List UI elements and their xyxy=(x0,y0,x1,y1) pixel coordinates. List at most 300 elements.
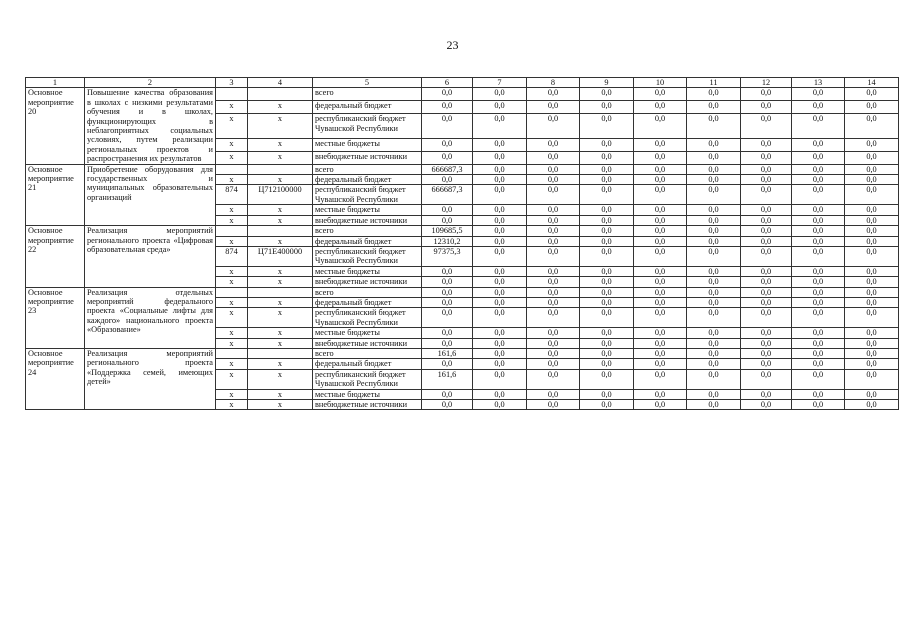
amount-cell: 0,0 xyxy=(580,369,634,389)
amount-cell: 0,0 xyxy=(741,151,792,164)
amount-cell: 0,0 xyxy=(845,215,899,225)
amount-cell: 0,0 xyxy=(845,185,899,205)
amount-cell: 0,0 xyxy=(741,164,792,174)
target-article-cell xyxy=(248,348,313,358)
amount-cell: 0,0 xyxy=(634,297,687,307)
budget-code-cell: x xyxy=(216,338,248,348)
amount-cell: 0,0 xyxy=(741,226,792,236)
funding-source-cell: внебюджетные источники xyxy=(313,151,422,164)
amount-cell: 0,0 xyxy=(792,185,845,205)
amount-cell: 0,0 xyxy=(741,138,792,151)
amount-cell: 0,0 xyxy=(792,88,845,101)
target-article-cell: Ц712100000 xyxy=(248,185,313,205)
amount-cell: 0,0 xyxy=(634,236,687,246)
amount-cell: 0,0 xyxy=(792,328,845,338)
funding-source-cell: федеральный бюджет xyxy=(313,101,422,114)
amount-cell: 0,0 xyxy=(741,114,792,139)
amount-cell: 0,0 xyxy=(845,389,899,399)
amount-cell: 0,0 xyxy=(687,297,741,307)
amount-cell: 0,0 xyxy=(422,297,473,307)
amount-cell: 0,0 xyxy=(580,246,634,266)
target-article-cell: x xyxy=(248,328,313,338)
amount-cell: 0,0 xyxy=(580,266,634,276)
amount-cell: 0,0 xyxy=(741,287,792,297)
amount-cell: 0,0 xyxy=(473,338,527,348)
target-article-cell: x xyxy=(248,297,313,307)
funding-source-cell: федеральный бюджет xyxy=(313,175,422,185)
amount-cell: 0,0 xyxy=(687,338,741,348)
target-article-cell: x xyxy=(248,359,313,369)
amount-cell: 666687,3 xyxy=(422,164,473,174)
funding-source-cell: внебюджетные источники xyxy=(313,338,422,348)
amount-cell: 0,0 xyxy=(473,308,527,328)
amount-cell: 0,0 xyxy=(792,359,845,369)
budget-code-cell xyxy=(216,88,248,101)
event-name: Основное мероприятие 23 xyxy=(26,287,85,348)
amount-cell: 0,0 xyxy=(527,226,580,236)
amount-cell: 0,0 xyxy=(792,215,845,225)
amount-cell: 161,6 xyxy=(422,369,473,389)
target-article-cell xyxy=(248,88,313,101)
amount-cell: 0,0 xyxy=(792,114,845,139)
amount-cell: 0,0 xyxy=(422,205,473,215)
funding-source-cell: республиканский бюджет Чувашской Республики xyxy=(313,308,422,328)
amount-cell: 0,0 xyxy=(845,175,899,185)
amount-cell: 0,0 xyxy=(687,369,741,389)
amount-cell: 0,0 xyxy=(580,287,634,297)
event-description: Повышение качества образования в школах с низкими результатами обучения и в школах, функционирующих в неблагоприятных социальных условиях, путем реализации региональных проектов и распространения их результатов xyxy=(85,88,216,164)
amount-cell: 0,0 xyxy=(473,246,527,266)
amount-cell: 0,0 xyxy=(792,277,845,287)
column-header: 10 xyxy=(634,78,687,88)
amount-cell: 0,0 xyxy=(473,88,527,101)
amount-cell: 0,0 xyxy=(687,164,741,174)
amount-cell: 0,0 xyxy=(792,175,845,185)
table-row xyxy=(26,287,899,297)
column-header: 13 xyxy=(792,78,845,88)
amount-cell: 0,0 xyxy=(792,389,845,399)
target-article-cell: x xyxy=(248,175,313,185)
target-article-cell: x xyxy=(248,114,313,139)
column-header: 3 xyxy=(216,78,248,88)
amount-cell: 0,0 xyxy=(422,101,473,114)
column-header: 14 xyxy=(845,78,899,88)
amount-cell: 0,0 xyxy=(580,400,634,410)
amount-cell: 0,0 xyxy=(580,205,634,215)
funding-source-cell: республиканский бюджет Чувашской Республики xyxy=(313,114,422,139)
amount-cell: 0,0 xyxy=(741,277,792,287)
amount-cell: 0,0 xyxy=(422,215,473,225)
amount-cell: 0,0 xyxy=(527,101,580,114)
target-article-cell: x xyxy=(248,338,313,348)
amount-cell: 0,0 xyxy=(687,138,741,151)
funding-source-cell: местные бюджеты xyxy=(313,138,422,151)
amount-cell: 0,0 xyxy=(473,215,527,225)
amount-cell: 0,0 xyxy=(527,138,580,151)
column-header: 5 xyxy=(313,78,422,88)
event-name: Основное мероприятие 22 xyxy=(26,226,85,287)
amount-cell: 0,0 xyxy=(473,138,527,151)
column-header: 4 xyxy=(248,78,313,88)
amount-cell: 0,0 xyxy=(580,328,634,338)
target-article-cell: x xyxy=(248,266,313,276)
amount-cell: 0,0 xyxy=(741,88,792,101)
column-header: 11 xyxy=(687,78,741,88)
amount-cell: 0,0 xyxy=(634,215,687,225)
amount-cell: 0,0 xyxy=(634,185,687,205)
funding-source-cell: внебюджетные источники xyxy=(313,400,422,410)
budget-code-cell: x xyxy=(216,359,248,369)
amount-cell: 0,0 xyxy=(741,389,792,399)
amount-cell: 0,0 xyxy=(473,266,527,276)
amount-cell: 0,0 xyxy=(527,297,580,307)
funding-source-cell: местные бюджеты xyxy=(313,266,422,276)
amount-cell: 0,0 xyxy=(473,348,527,358)
budget-code-cell: 874 xyxy=(216,246,248,266)
target-article-cell: x xyxy=(248,369,313,389)
amount-cell: 0,0 xyxy=(741,175,792,185)
amount-cell: 0,0 xyxy=(687,114,741,139)
amount-cell: 0,0 xyxy=(634,205,687,215)
amount-cell: 0,0 xyxy=(422,338,473,348)
amount-cell: 0,0 xyxy=(741,297,792,307)
amount-cell: 0,0 xyxy=(792,138,845,151)
amount-cell: 0,0 xyxy=(473,175,527,185)
amount-cell: 0,0 xyxy=(845,88,899,101)
amount-cell: 0,0 xyxy=(741,308,792,328)
amount-cell: 0,0 xyxy=(741,348,792,358)
amount-cell: 0,0 xyxy=(580,389,634,399)
amount-cell: 0,0 xyxy=(687,308,741,328)
amount-cell: 0,0 xyxy=(527,246,580,266)
page-number: 23 xyxy=(446,38,459,52)
amount-cell: 0,0 xyxy=(527,338,580,348)
budget-code-cell: x xyxy=(216,151,248,164)
amount-cell: 0,0 xyxy=(473,400,527,410)
amount-cell: 0,0 xyxy=(527,236,580,246)
amount-cell: 0,0 xyxy=(741,328,792,338)
amount-cell: 0,0 xyxy=(527,164,580,174)
budget-code-cell: x xyxy=(216,215,248,225)
amount-cell: 0,0 xyxy=(792,205,845,215)
amount-cell: 0,0 xyxy=(527,114,580,139)
amount-cell: 0,0 xyxy=(527,369,580,389)
amount-cell: 0,0 xyxy=(845,287,899,297)
budget-code-cell: x xyxy=(216,400,248,410)
amount-cell: 0,0 xyxy=(792,348,845,358)
amount-cell: 0,0 xyxy=(422,287,473,297)
budget-code-cell: x xyxy=(216,328,248,338)
target-article-cell: x xyxy=(248,101,313,114)
amount-cell: 0,0 xyxy=(634,348,687,358)
amount-cell: 0,0 xyxy=(422,175,473,185)
target-article-cell: x xyxy=(248,138,313,151)
funding-source-cell: всего xyxy=(313,226,422,236)
amount-cell: 0,0 xyxy=(687,400,741,410)
amount-cell: 0,0 xyxy=(473,287,527,297)
amount-cell: 0,0 xyxy=(792,308,845,328)
amount-cell: 0,0 xyxy=(634,226,687,236)
amount-cell: 0,0 xyxy=(473,297,527,307)
amount-cell: 0,0 xyxy=(422,277,473,287)
amount-cell: 0,0 xyxy=(634,308,687,328)
column-header: 9 xyxy=(580,78,634,88)
amount-cell: 0,0 xyxy=(580,348,634,358)
target-article-cell: x xyxy=(248,389,313,399)
funding-source-cell: республиканский бюджет Чувашской Республики xyxy=(313,246,422,266)
amount-cell: 0,0 xyxy=(527,88,580,101)
amount-cell: 0,0 xyxy=(473,205,527,215)
amount-cell: 0,0 xyxy=(527,287,580,297)
amount-cell: 0,0 xyxy=(845,151,899,164)
amount-cell: 0,0 xyxy=(473,101,527,114)
amount-cell: 0,0 xyxy=(792,226,845,236)
amount-cell: 0,0 xyxy=(580,151,634,164)
table-row xyxy=(26,164,899,174)
amount-cell: 0,0 xyxy=(422,400,473,410)
table-row xyxy=(26,88,899,101)
amount-cell: 0,0 xyxy=(741,246,792,266)
budget-code-cell: x xyxy=(216,101,248,114)
amount-cell: 0,0 xyxy=(845,308,899,328)
budget-code-cell: x xyxy=(216,175,248,185)
amount-cell: 0,0 xyxy=(634,369,687,389)
amount-cell: 0,0 xyxy=(580,138,634,151)
amount-cell: 0,0 xyxy=(634,287,687,297)
budget-code-cell: x xyxy=(216,205,248,215)
amount-cell: 666687,3 xyxy=(422,185,473,205)
amount-cell: 0,0 xyxy=(473,369,527,389)
amount-cell: 0,0 xyxy=(687,88,741,101)
amount-cell: 0,0 xyxy=(473,226,527,236)
event-description: Реализация мероприятий регионального проекта «Цифровая образовательная среда» xyxy=(85,226,216,287)
amount-cell: 0,0 xyxy=(634,88,687,101)
amount-cell: 0,0 xyxy=(792,246,845,266)
amount-cell: 0,0 xyxy=(687,328,741,338)
funding-source-cell: федеральный бюджет xyxy=(313,236,422,246)
target-article-cell: Ц71Е400000 xyxy=(248,246,313,266)
event-description: Приобретение оборудования для государственных и муниципальных образовательных организаций xyxy=(85,164,216,225)
amount-cell: 0,0 xyxy=(792,369,845,389)
amount-cell: 0,0 xyxy=(634,359,687,369)
amount-cell: 0,0 xyxy=(580,236,634,246)
amount-cell: 0,0 xyxy=(473,277,527,287)
amount-cell: 0,0 xyxy=(845,164,899,174)
amount-cell: 0,0 xyxy=(687,348,741,358)
amount-cell: 0,0 xyxy=(741,205,792,215)
funding-source-cell: внебюджетные источники xyxy=(313,215,422,225)
amount-cell: 0,0 xyxy=(473,236,527,246)
amount-cell: 0,0 xyxy=(580,164,634,174)
amount-cell: 0,0 xyxy=(687,175,741,185)
amount-cell: 0,0 xyxy=(473,328,527,338)
amount-cell: 0,0 xyxy=(527,205,580,215)
amount-cell: 0,0 xyxy=(634,389,687,399)
budget-code-cell: x xyxy=(216,114,248,139)
amount-cell: 0,0 xyxy=(634,266,687,276)
amount-cell: 0,0 xyxy=(580,114,634,139)
amount-cell: 0,0 xyxy=(473,164,527,174)
amount-cell: 0,0 xyxy=(580,297,634,307)
amount-cell: 0,0 xyxy=(741,400,792,410)
amount-cell: 0,0 xyxy=(634,151,687,164)
amount-cell: 0,0 xyxy=(741,369,792,389)
funding-source-cell: республиканский бюджет Чувашской Республики xyxy=(313,369,422,389)
amount-cell: 0,0 xyxy=(580,359,634,369)
budget-code-cell: x xyxy=(216,369,248,389)
column-header: 2 xyxy=(85,78,216,88)
amount-cell: 0,0 xyxy=(527,308,580,328)
budget-table xyxy=(25,77,899,410)
amount-cell: 0,0 xyxy=(687,205,741,215)
target-article-cell xyxy=(248,287,313,297)
amount-cell: 0,0 xyxy=(473,114,527,139)
table-row xyxy=(26,226,899,236)
target-article-cell: x xyxy=(248,205,313,215)
budget-code-cell xyxy=(216,287,248,297)
amount-cell: 0,0 xyxy=(634,400,687,410)
amount-cell: 0,0 xyxy=(580,226,634,236)
amount-cell: 0,0 xyxy=(634,338,687,348)
column-header: 6 xyxy=(422,78,473,88)
target-article-cell xyxy=(248,226,313,236)
amount-cell: 0,0 xyxy=(422,389,473,399)
amount-cell: 0,0 xyxy=(473,185,527,205)
amount-cell: 0,0 xyxy=(687,287,741,297)
amount-cell: 0,0 xyxy=(422,151,473,164)
amount-cell: 0,0 xyxy=(580,185,634,205)
amount-cell: 0,0 xyxy=(845,369,899,389)
funding-source-cell: всего xyxy=(313,88,422,101)
amount-cell: 0,0 xyxy=(422,266,473,276)
funding-source-cell: республиканский бюджет Чувашской Республики xyxy=(313,185,422,205)
target-article-cell: x xyxy=(248,400,313,410)
amount-cell: 0,0 xyxy=(687,236,741,246)
amount-cell: 0,0 xyxy=(845,400,899,410)
amount-cell: 0,0 xyxy=(580,101,634,114)
budget-code-cell: x xyxy=(216,236,248,246)
budget-code-cell: x xyxy=(216,277,248,287)
amount-cell: 0,0 xyxy=(422,328,473,338)
amount-cell: 0,0 xyxy=(792,101,845,114)
amount-cell: 0,0 xyxy=(741,266,792,276)
budget-code-cell: x xyxy=(216,138,248,151)
amount-cell: 0,0 xyxy=(845,359,899,369)
amount-cell: 0,0 xyxy=(741,359,792,369)
amount-cell: 0,0 xyxy=(741,185,792,205)
funding-source-cell: местные бюджеты xyxy=(313,205,422,215)
amount-cell: 0,0 xyxy=(422,138,473,151)
table-body xyxy=(26,88,899,410)
amount-cell: 0,0 xyxy=(741,236,792,246)
amount-cell: 0,0 xyxy=(845,297,899,307)
amount-cell: 0,0 xyxy=(580,277,634,287)
amount-cell: 0,0 xyxy=(527,185,580,205)
target-article-cell: x xyxy=(248,277,313,287)
amount-cell: 0,0 xyxy=(687,246,741,266)
budget-code-cell: 874 xyxy=(216,185,248,205)
amount-cell: 0,0 xyxy=(473,389,527,399)
event-description: Реализация мероприятий регионального проекта «Поддержка семей, имеющих детей» xyxy=(85,348,216,409)
amount-cell: 0,0 xyxy=(687,359,741,369)
funding-source-cell: федеральный бюджет xyxy=(313,359,422,369)
event-name: Основное мероприятие 20 xyxy=(26,88,85,164)
funding-source-cell: федеральный бюджет xyxy=(313,297,422,307)
budget-code-cell xyxy=(216,164,248,174)
amount-cell: 0,0 xyxy=(580,175,634,185)
amount-cell: 0,0 xyxy=(580,88,634,101)
target-article-cell: x xyxy=(248,215,313,225)
budget-code-cell: x xyxy=(216,308,248,328)
amount-cell: 0,0 xyxy=(741,101,792,114)
amount-cell: 0,0 xyxy=(845,338,899,348)
amount-cell: 0,0 xyxy=(845,205,899,215)
amount-cell: 0,0 xyxy=(792,338,845,348)
amount-cell: 109685,5 xyxy=(422,226,473,236)
amount-cell: 0,0 xyxy=(527,277,580,287)
target-article-cell xyxy=(248,164,313,174)
amount-cell: 0,0 xyxy=(422,114,473,139)
amount-cell: 0,0 xyxy=(422,359,473,369)
budget-code-cell xyxy=(216,348,248,358)
amount-cell: 0,0 xyxy=(792,151,845,164)
amount-cell: 12310,2 xyxy=(422,236,473,246)
column-header: 8 xyxy=(527,78,580,88)
amount-cell: 0,0 xyxy=(687,389,741,399)
table-header-row xyxy=(26,78,899,88)
amount-cell: 0,0 xyxy=(845,328,899,338)
amount-cell: 0,0 xyxy=(634,277,687,287)
column-header: 7 xyxy=(473,78,527,88)
amount-cell: 0,0 xyxy=(741,338,792,348)
amount-cell: 0,0 xyxy=(845,101,899,114)
funding-source-cell: местные бюджеты xyxy=(313,328,422,338)
amount-cell: 0,0 xyxy=(580,338,634,348)
amount-cell: 0,0 xyxy=(527,328,580,338)
amount-cell: 0,0 xyxy=(845,348,899,358)
amount-cell: 0,0 xyxy=(792,266,845,276)
funding-source-cell: всего xyxy=(313,287,422,297)
funding-source-cell: всего xyxy=(313,164,422,174)
amount-cell: 0,0 xyxy=(687,215,741,225)
amount-cell: 0,0 xyxy=(527,175,580,185)
amount-cell: 97375,3 xyxy=(422,246,473,266)
amount-cell: 0,0 xyxy=(634,328,687,338)
amount-cell: 0,0 xyxy=(634,246,687,266)
amount-cell: 0,0 xyxy=(741,215,792,225)
budget-code-cell: x xyxy=(216,266,248,276)
amount-cell: 0,0 xyxy=(527,359,580,369)
column-header: 1 xyxy=(26,78,85,88)
amount-cell: 0,0 xyxy=(845,277,899,287)
amount-cell: 161,6 xyxy=(422,348,473,358)
amount-cell: 0,0 xyxy=(473,359,527,369)
amount-cell: 0,0 xyxy=(634,114,687,139)
amount-cell: 0,0 xyxy=(422,88,473,101)
amount-cell: 0,0 xyxy=(687,226,741,236)
amount-cell: 0,0 xyxy=(687,185,741,205)
event-name: Основное мероприятие 24 xyxy=(26,348,85,409)
amount-cell: 0,0 xyxy=(473,151,527,164)
amount-cell: 0,0 xyxy=(845,138,899,151)
amount-cell: 0,0 xyxy=(792,236,845,246)
amount-cell: 0,0 xyxy=(634,138,687,151)
amount-cell: 0,0 xyxy=(634,175,687,185)
funding-source-cell: всего xyxy=(313,348,422,358)
column-header: 12 xyxy=(741,78,792,88)
amount-cell: 0,0 xyxy=(634,101,687,114)
amount-cell: 0,0 xyxy=(634,164,687,174)
